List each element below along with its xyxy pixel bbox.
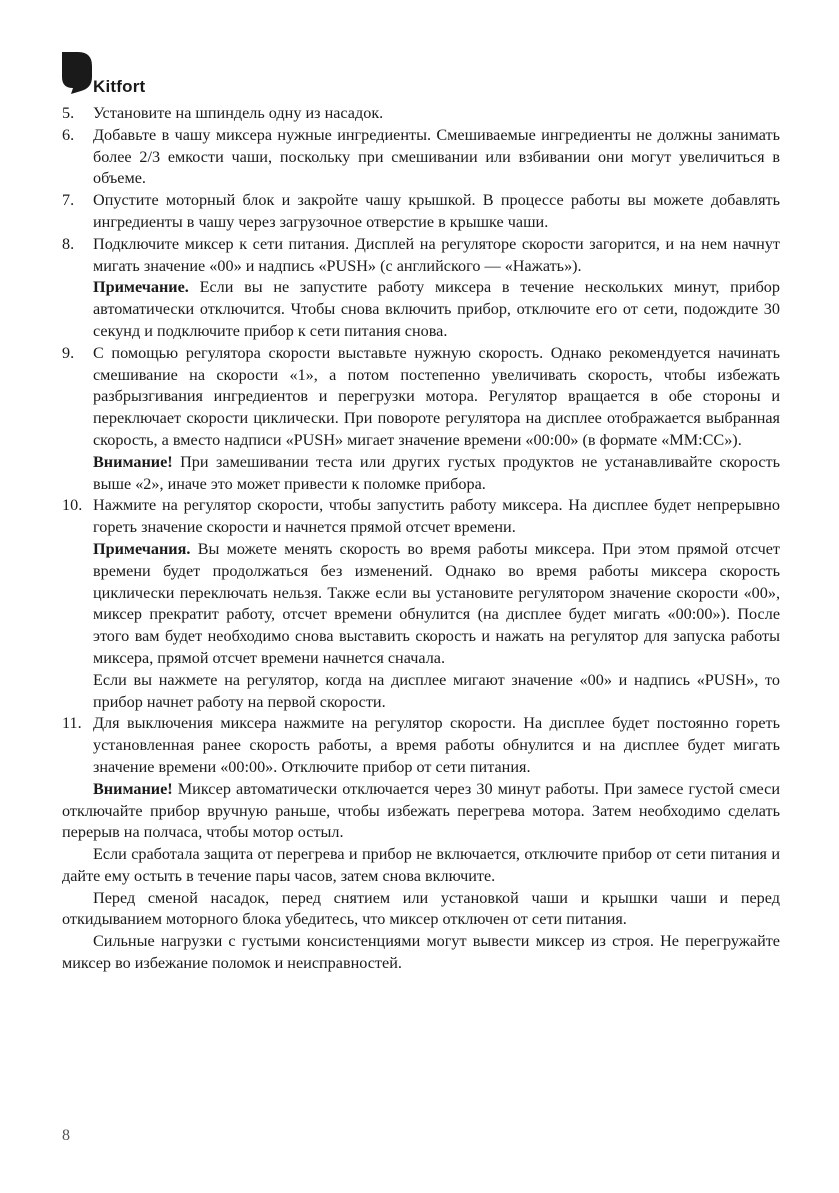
item-text: Установите на шпиндель одну из насадок. (93, 104, 384, 122)
item-number: 8. (62, 234, 75, 253)
item-number: 10. (62, 496, 83, 515)
note-label: Внимание! (93, 452, 173, 471)
item-text: Опустите моторный блок и закройте чашу крышкой. В процессе работы вы можете добавлять ингредиенты в чашу через загрузочное отверстие в крышке чаши. (93, 191, 780, 231)
list-item (62, 343, 780, 496)
item-text: Для выключения миксера нажмите на регулятор скорости. На дисплее будет постоянно гореть установленная ранее скорость работы, а время работы обнулится и на дисплее будет мигать значение времени «00:00». Отключите прибор от сети питания. (93, 714, 780, 776)
body-paragraph: Если сработала защита от перегрева и прибор не включается, отключите прибор от сети питания и дайте ему остыть в течение пары часов, затем снова включите. (62, 845, 780, 885)
warning-label: Внимание! (93, 779, 173, 798)
item-text: Подключите миксер к сети питания. Дисплей на регуляторе скорости загорится, и на нем начнут мигать значение «00» и надпись «PUSH» (с английского — «Нажать»). (93, 234, 780, 275)
item-number: 5. (62, 104, 75, 122)
brand-logo (62, 52, 182, 102)
list-item (62, 103, 780, 125)
item-text: Добавьте в чашу миксера нужные ингредиенты. Смешиваемые ингредиенты не должны занимать более 2/3 емкости чаши, поскольку при смешивании или взбивании они могут увеличиться в объеме. (93, 125, 780, 188)
item-number: 11. (62, 714, 82, 733)
note-text: При замешивании теста или других густых продуктов не устанавливайте скорость выше «2», иначе это может привести к поломке прибора. (93, 452, 780, 493)
note-label: Примечания. (93, 539, 191, 558)
list-item (62, 495, 780, 713)
warning-text: Миксер автоматически отключается через 30 минут работы. При замесе густой смеси отключайте прибор вручную раньше, чтобы избежать перегрева мотора. Затем необходимо сделать перерыв на полчаса, чтобы мотор остыл. (62, 779, 780, 842)
note-text: Если вы не запустите работу миксера в течение нескольких минут, прибор автоматически отключится. Чтобы снова включить прибор, отключите его от сети, подождите 30 секунд и подключите прибор к сети питания снова. (93, 278, 780, 340)
item-text: Нажмите на регулятор скорости, чтобы запустить работу миксера. На дисплее будет непрерывно гореть значение скорости и начнется прямой отсчет времени. (93, 496, 780, 537)
item-number: 9. (62, 343, 75, 362)
note-label: Примечание. (93, 278, 189, 297)
item-note (93, 539, 780, 670)
page-number: 8 (62, 1127, 70, 1144)
list-item (62, 234, 780, 343)
list-item (62, 713, 780, 778)
kitfort-logo-icon (62, 52, 92, 94)
brand-name: Kitfort (93, 77, 146, 96)
body-paragraph: Перед сменой насадок, перед снятием или установкой чаши и крышки чаши и перед откидыванием моторного блока убедитесь, что миксер отключен от сети питания. (62, 888, 780, 929)
item-number: 7. (62, 191, 75, 210)
item-note (93, 452, 780, 496)
list-item (62, 125, 780, 190)
warning-paragraph (62, 779, 780, 844)
document-body (62, 103, 780, 975)
note-text: Вы можете менять скорость во время работы миксера. При этом прямой отсчет времени будет продолжаться без изменений. Однако во время работы миксера скорость циклически переключать нельзя. Также если вы установите регулятором значение скорости «00», миксер прекратит работу, отсчет времени обнулится (на дисплее будет мигать «00:00»). После этого вам будет необходимо снова выставить скорость и нажать на регулятор для запуска работы миксера, прямой отсчет времени начнется сначала. (93, 539, 780, 667)
item-text: С помощью регулятора скорости выставьте нужную скорость. Однако рекомендуется начинать смешивание на скорости «1», а потом постепенно увеличивать скорость, чтобы избежать разбрызгивания ингредиентов и перегрузки мотора. Регулятор вращается в обе стороны и переключает скорости циклически. При повороте регулятора на дисплее отображается выбранная скорость, а вместо надписи «PUSH» мигает значение времени «00:00» (в формате «ММ:СС»). (93, 343, 780, 449)
item-number: 6. (62, 125, 75, 144)
body-paragraph: Сильные нагрузки с густыми консистенциями могут вывести миксер из строя. Не перегружайте миксер во избежание поломок и неисправностей. (62, 932, 780, 973)
item-extra-text: Если вы нажмете на регулятор, когда на дисплее мигают значение «00» и надпись «PUSH», то прибор начнет работу на первой скорости. (93, 670, 780, 711)
item-note (93, 277, 780, 342)
list-item (62, 190, 780, 234)
